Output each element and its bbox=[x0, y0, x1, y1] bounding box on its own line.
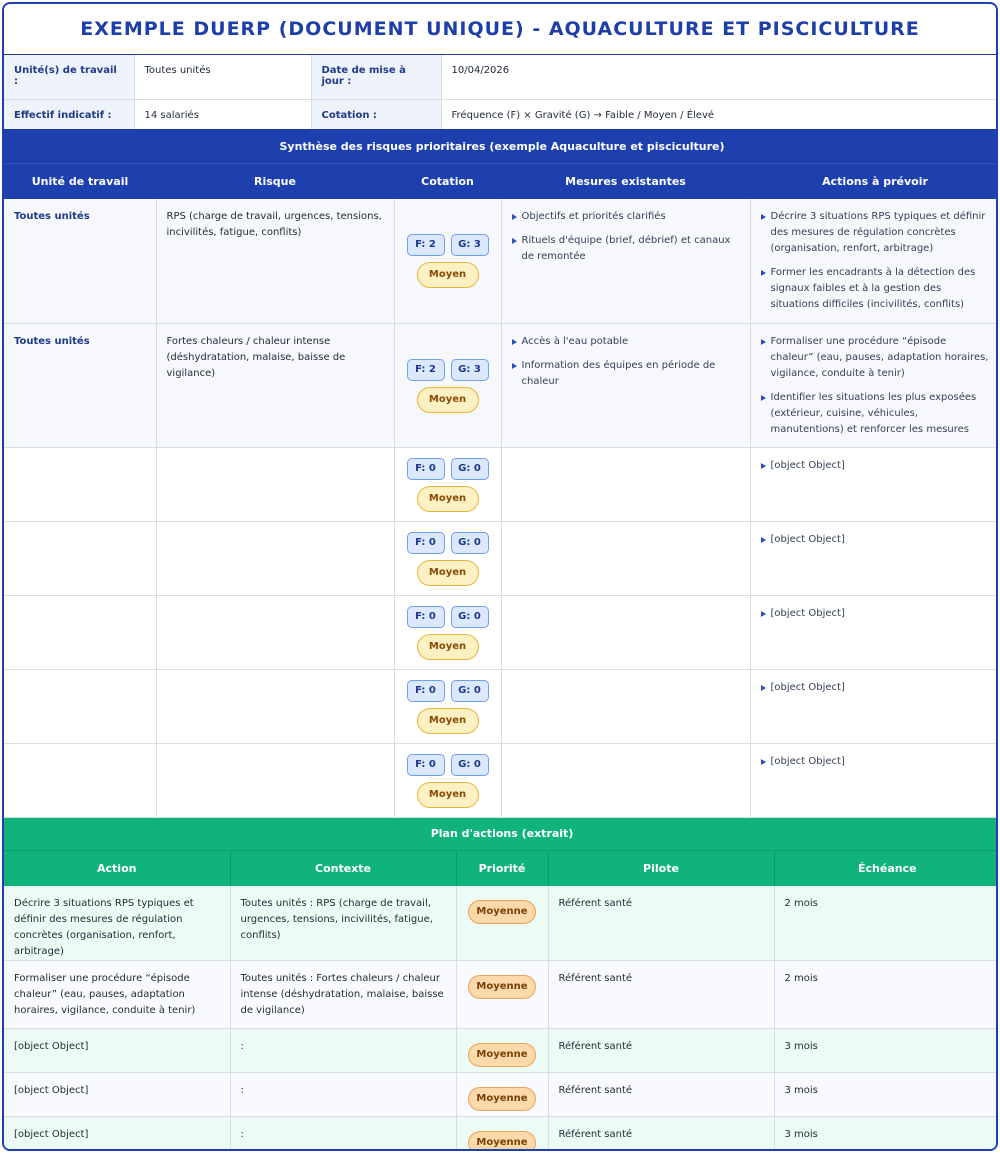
priority-badge: Moyenne bbox=[468, 1131, 536, 1151]
risk-rating-cell bbox=[394, 670, 501, 744]
risk-row bbox=[4, 199, 998, 324]
frequency-gravity bbox=[407, 532, 489, 554]
risk-rating-cell bbox=[394, 744, 501, 818]
frequency-badge: F: 0 bbox=[407, 680, 445, 702]
action-item: [object Object] bbox=[761, 754, 991, 770]
plan-header-pilot: Pilote bbox=[548, 850, 774, 886]
unit-value: Toutes unités bbox=[134, 55, 311, 99]
plan-header-context: Contexte bbox=[230, 850, 456, 886]
document-title: EXEMPLE DUERP (DOCUMENT UNIQUE) - AQUACULTURE ET PISCICULTURE bbox=[4, 4, 996, 55]
plan-priority-cell bbox=[456, 886, 548, 961]
priority-wrap bbox=[467, 1127, 538, 1151]
risk-rating-cell bbox=[394, 324, 501, 448]
risk-row bbox=[4, 448, 998, 522]
risk-rating-cell bbox=[394, 522, 501, 596]
rating-value: Fréquence (F) × Gravité (G) → Faible / Moyen / Élevé bbox=[451, 109, 715, 121]
risk-description-cell bbox=[156, 596, 394, 670]
risk-row bbox=[4, 670, 998, 744]
action-item: Former les encadrants à la détection des signaux faibles et à la gestion des situations difficiles (incivilités, conflits) bbox=[761, 265, 991, 313]
plan-due-cell: 3 mois bbox=[774, 1073, 998, 1117]
plan-action-cell: [object Object] bbox=[4, 1073, 230, 1117]
unit-label: Unité(s) de travail : bbox=[4, 55, 134, 99]
risk-unit-cell bbox=[4, 670, 156, 744]
gravity-badge: G: 0 bbox=[451, 680, 489, 702]
frequency-gravity bbox=[407, 359, 489, 381]
risk-header-actions: Actions à prévoir bbox=[750, 164, 998, 199]
risk-description-cell bbox=[156, 744, 394, 818]
risk-level-badge: Moyen bbox=[417, 560, 479, 586]
plan-pilot-cell: Référent santé bbox=[548, 1117, 774, 1152]
rating-group bbox=[395, 606, 501, 660]
actions-list bbox=[761, 458, 991, 474]
gravity-badge: G: 3 bbox=[451, 359, 489, 381]
frequency-badge: F: 0 bbox=[407, 532, 445, 554]
plan-section-title: Plan d'actions (extrait) bbox=[4, 818, 998, 850]
risk-rating-cell bbox=[394, 596, 501, 670]
plan-context-cell: : bbox=[230, 1117, 456, 1152]
date-label: Date de mise à jour : bbox=[311, 55, 441, 99]
frequency-badge: F: 2 bbox=[407, 359, 445, 381]
staff-label: Effectif indicatif : bbox=[4, 99, 134, 129]
action-item: Décrire 3 situations RPS typiques et définir des mesures de régulation concrètes (organisation, renfort, arbitrage) bbox=[761, 209, 991, 257]
risk-header-risk: Risque bbox=[156, 164, 394, 199]
risk-level-badge: Moyen bbox=[417, 262, 479, 288]
existing-measures-cell bbox=[501, 448, 750, 522]
measures-list bbox=[512, 209, 740, 265]
existing-measures-cell bbox=[501, 744, 750, 818]
measures-list bbox=[512, 334, 740, 390]
frequency-badge: F: 2 bbox=[407, 234, 445, 256]
actions-list bbox=[761, 334, 991, 438]
action-item: Formaliser une procédure “épisode chaleur” (eau, pauses, adaptation horaires, vigilance, conduite à tenir) bbox=[761, 334, 991, 382]
plan-row bbox=[4, 1117, 998, 1152]
priority-badge: Moyenne bbox=[468, 900, 536, 924]
risk-rating-cell bbox=[394, 448, 501, 522]
rating-label: Cotation : bbox=[311, 99, 441, 129]
risk-unit-cell: Toutes unités bbox=[4, 324, 156, 448]
actions-list bbox=[761, 209, 991, 313]
risk-level-badge: Moyen bbox=[417, 782, 479, 808]
plan-context-cell: : bbox=[230, 1029, 456, 1073]
gravity-badge: G: 0 bbox=[451, 754, 489, 776]
rating-group bbox=[395, 532, 501, 586]
priority-wrap bbox=[467, 896, 538, 924]
planned-actions-cell bbox=[750, 199, 998, 324]
plan-header-due: Échéance bbox=[774, 850, 998, 886]
action-plan-table bbox=[4, 818, 998, 1151]
plan-pilot-cell: Référent santé bbox=[548, 1029, 774, 1073]
priority-wrap bbox=[467, 1039, 538, 1067]
measure-item: Accès à l'eau potable bbox=[512, 334, 740, 350]
plan-due-cell: 3 mois bbox=[774, 1029, 998, 1073]
plan-action-cell: Décrire 3 situations RPS typiques et définir des mesures de régulation concrètes (organisation, renfort, arbitrage) bbox=[4, 886, 230, 961]
measure-item: Objectifs et priorités clarifiés bbox=[512, 209, 740, 225]
planned-actions-cell bbox=[750, 596, 998, 670]
plan-priority-cell bbox=[456, 1073, 548, 1117]
existing-measures-cell bbox=[501, 596, 750, 670]
risk-description-cell: Fortes chaleurs / chaleur intense (déshydratation, malaise, baisse de vigilance) bbox=[156, 324, 394, 448]
actions-list bbox=[761, 680, 991, 696]
frequency-gravity bbox=[407, 754, 489, 776]
plan-priority-cell bbox=[456, 961, 548, 1029]
plan-due-cell: 2 mois bbox=[774, 886, 998, 961]
actions-list bbox=[761, 754, 991, 770]
plan-row bbox=[4, 886, 998, 961]
risk-unit-cell: Toutes unités bbox=[4, 199, 156, 324]
frequency-gravity bbox=[407, 458, 489, 480]
frequency-badge: F: 0 bbox=[407, 754, 445, 776]
priority-badge: Moyenne bbox=[468, 1087, 536, 1111]
staff-value: 14 salariés bbox=[134, 99, 311, 129]
risk-header-measures: Mesures existantes bbox=[501, 164, 750, 199]
existing-measures-cell bbox=[501, 199, 750, 324]
planned-actions-cell bbox=[750, 744, 998, 818]
risk-header-unit: Unité de travail bbox=[4, 164, 156, 199]
plan-pilot-cell: Référent santé bbox=[548, 961, 774, 1029]
planned-actions-cell bbox=[750, 448, 998, 522]
gravity-badge: G: 3 bbox=[451, 234, 489, 256]
plan-due-cell: 2 mois bbox=[774, 961, 998, 1029]
risk-row bbox=[4, 522, 998, 596]
risk-unit-cell bbox=[4, 448, 156, 522]
risk-unit-cell bbox=[4, 596, 156, 670]
risk-level-badge: Moyen bbox=[417, 387, 479, 413]
action-item: [object Object] bbox=[761, 532, 991, 548]
actions-list bbox=[761, 532, 991, 548]
info-table bbox=[4, 55, 998, 129]
plan-action-cell: [object Object] bbox=[4, 1117, 230, 1152]
risk-description-cell bbox=[156, 448, 394, 522]
priority-wrap bbox=[467, 971, 538, 999]
risk-unit-cell bbox=[4, 522, 156, 596]
date-value: 10/04/2026 bbox=[441, 55, 998, 99]
rating-group bbox=[395, 680, 501, 734]
frequency-badge: F: 0 bbox=[407, 606, 445, 628]
rating-group bbox=[395, 754, 501, 808]
risk-row bbox=[4, 744, 998, 818]
plan-header-priority: Priorité bbox=[456, 850, 548, 886]
risk-table bbox=[4, 129, 998, 818]
gravity-badge: G: 0 bbox=[451, 606, 489, 628]
action-item: [object Object] bbox=[761, 458, 991, 474]
risk-description-cell bbox=[156, 522, 394, 596]
plan-priority-cell bbox=[456, 1117, 548, 1152]
plan-context-cell: : bbox=[230, 1073, 456, 1117]
risk-row bbox=[4, 324, 998, 448]
action-item: [object Object] bbox=[761, 680, 991, 696]
existing-measures-cell bbox=[501, 670, 750, 744]
risk-section-title: Synthèse des risques prioritaires (exemple Aquaculture et pisciculture) bbox=[4, 130, 998, 164]
rating-group bbox=[395, 234, 501, 288]
frequency-gravity bbox=[407, 680, 489, 702]
rating-group bbox=[395, 458, 501, 512]
risk-level-badge: Moyen bbox=[417, 486, 479, 512]
plan-row bbox=[4, 1073, 998, 1117]
priority-badge: Moyenne bbox=[468, 1043, 536, 1067]
actions-list bbox=[761, 606, 991, 622]
risk-header-rating: Cotation bbox=[394, 164, 501, 199]
rating-group bbox=[395, 359, 501, 413]
plan-context-cell: Toutes unités : Fortes chaleurs / chaleur intense (déshydratation, malaise, baisse de vigilance) bbox=[230, 961, 456, 1029]
frequency-gravity bbox=[407, 606, 489, 628]
plan-row bbox=[4, 1029, 998, 1073]
planned-actions-cell bbox=[750, 670, 998, 744]
priority-badge: Moyenne bbox=[468, 975, 536, 999]
plan-action-cell: [object Object] bbox=[4, 1029, 230, 1073]
gravity-badge: G: 0 bbox=[451, 458, 489, 480]
risk-level-badge: Moyen bbox=[417, 708, 479, 734]
risk-row bbox=[4, 596, 998, 670]
existing-measures-cell bbox=[501, 324, 750, 448]
planned-actions-cell bbox=[750, 324, 998, 448]
plan-pilot-cell: Référent santé bbox=[548, 886, 774, 961]
risk-level-badge: Moyen bbox=[417, 634, 479, 660]
action-item: [object Object] bbox=[761, 606, 991, 622]
risk-rating-cell bbox=[394, 199, 501, 324]
gravity-badge: G: 0 bbox=[451, 532, 489, 554]
risk-unit-cell bbox=[4, 744, 156, 818]
plan-context-cell: Toutes unités : RPS (charge de travail, urgences, tensions, incivilités, fatigue, conflits) bbox=[230, 886, 456, 961]
planned-actions-cell bbox=[750, 522, 998, 596]
plan-pilot-cell: Référent santé bbox=[548, 1073, 774, 1117]
risk-description-cell: RPS (charge de travail, urgences, tensions, incivilités, fatigue, conflits) bbox=[156, 199, 394, 324]
action-item: Identifier les situations les plus exposées (extérieur, cuisine, véhicules, manutentions) et renforcer les mesures bbox=[761, 390, 991, 438]
risk-description-cell bbox=[156, 670, 394, 744]
plan-row bbox=[4, 961, 998, 1029]
plan-header-action: Action bbox=[4, 850, 230, 886]
plan-due-cell: 3 mois bbox=[774, 1117, 998, 1152]
measure-item: Rituels d'équipe (brief, débrief) et canaux de remontée bbox=[512, 233, 740, 265]
frequency-gravity bbox=[407, 234, 489, 256]
plan-priority-cell bbox=[456, 1029, 548, 1073]
measure-item: Information des équipes en période de chaleur bbox=[512, 358, 740, 390]
frequency-badge: F: 0 bbox=[407, 458, 445, 480]
existing-measures-cell bbox=[501, 522, 750, 596]
priority-wrap bbox=[467, 1083, 538, 1111]
plan-action-cell: Formaliser une procédure “épisode chaleur” (eau, pauses, adaptation horaires, vigilance, conduite à tenir) bbox=[4, 961, 230, 1029]
duerp-document bbox=[2, 2, 998, 1151]
